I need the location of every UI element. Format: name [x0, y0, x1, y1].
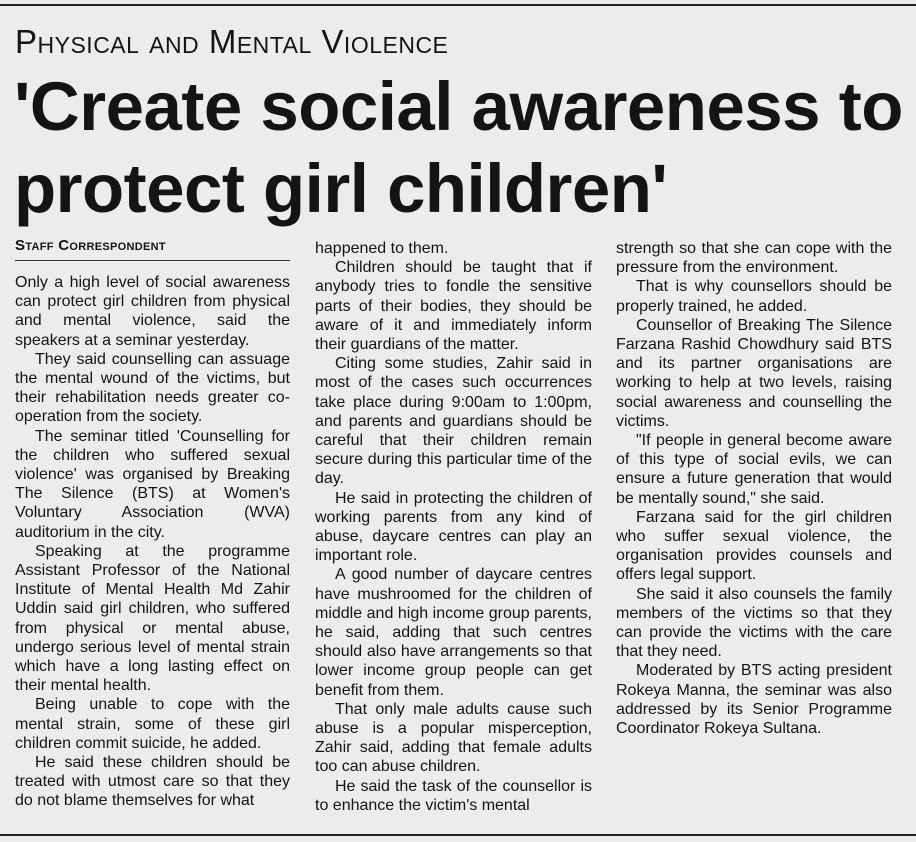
paragraph: Moderated by BTS acting president Rokeya Manna, the seminar was also addressed by its Senior Programme Coordinator Rokeya Sultana.: [616, 662, 892, 738]
article-column-1: [15, 236, 290, 811]
paragraph: Children should be taught that if anybody tries to fondle the sensitive parts of their bodies, they should be aware of it and immediately inform their guardians of the matter.: [315, 259, 592, 354]
article-column-3: [616, 239, 892, 738]
paragraph: strength so that she can cope with the pressure from the environment.: [616, 240, 892, 277]
paragraph: "If people in general become aware of this type of social evils, we can ensure a future generation that would be mentally sound," she said.: [616, 432, 892, 507]
paragraph: He said the task of the counsellor is to enhance the victim's mental: [315, 777, 592, 814]
paragraph: That is why counsellors should be properly trained, he added.: [616, 278, 892, 315]
article-column-2: [315, 239, 592, 815]
paragraph: They said counselling can assuage the mental wound of the victims, but their rehabilitation needs greater co-operation from the society.: [15, 350, 290, 426]
paragraph: Counsellor of Breaking The Silence Farzana Rashid Chowdhury said BTS and its partner organisations are working to help at two levels, raising social awareness and counselling the victims.: [616, 316, 892, 430]
section-kicker: Physical and Mental Violence: [15, 23, 449, 60]
paragraph: Only a high level of social awareness can protect girl children from physical and mental violence, said the speakers at a seminar yesterday.: [15, 274, 290, 349]
paragraph: She said it also counsels the family members of the victims so that they can provide the victims with the care that they need.: [616, 585, 892, 661]
article-headline: 'Create social awareness to protect girl children': [14, 68, 903, 227]
byline: Staff Correspondent: [15, 236, 290, 261]
paragraph: He said these children should be treated with utmost care so that they do not blame themselves for what: [15, 754, 290, 810]
paragraph: Speaking at the programme Assistant Professor of the National Institute of Mental Health Md Zahir Uddin said girl children, who suffered from physical or mental abuse, undergo serious level of mental strain which have a long lasting effect on their mental health.: [15, 542, 290, 695]
top-rule: [0, 4, 916, 6]
paragraph: Farzana said for the girl children who suffer sexual violence, the organisation provides counsels and offers legal support.: [616, 508, 892, 584]
paragraph: A good number of daycare centres have mushroomed for the children of middle and high income group parents, he said, adding that such centres should also have arrangements so that lower income group people can get benefit from them.: [315, 566, 592, 699]
paragraph: happened to them.: [315, 240, 449, 257]
paragraph: The seminar titled 'Counselling for the children who suffered sexual violence' was organised by Breaking The Silence (BTS) at Women's Voluntary Association (WVA) auditorium in the city.: [15, 427, 290, 541]
paragraph: He said in protecting the children of working parents from any kind of abuse, daycare centres can play an important role.: [315, 489, 592, 565]
paragraph: Citing some studies, Zahir said in most of the cases such occurrences take place during 9:00am to 1:00pm, and parents and guardians should be careful that their children remain secure during this particular time of the day.: [315, 355, 592, 488]
paragraph: Being unable to cope with the mental strain, some of these girl children commit suicide, he added.: [15, 696, 290, 752]
bottom-rule: [0, 834, 916, 836]
paragraph: That only male adults cause such abuse is a popular misperception, Zahir said, adding that female adults too can abuse children.: [315, 700, 592, 776]
